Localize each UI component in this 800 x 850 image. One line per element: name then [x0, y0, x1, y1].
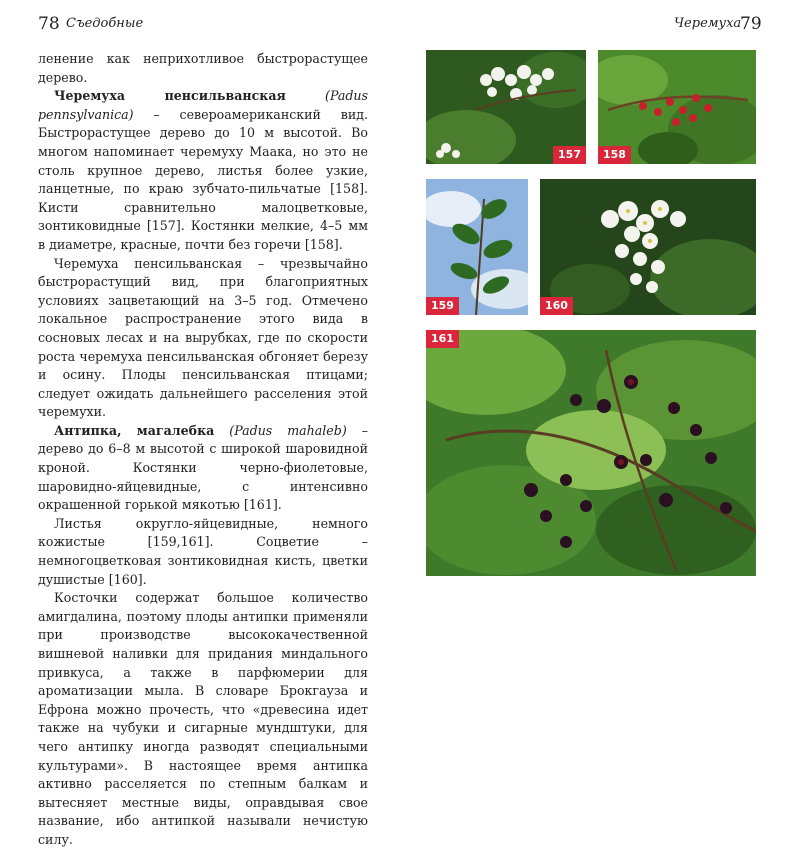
right-page: [400, 0, 800, 612]
leafy-shoot-sky-icon: [426, 179, 528, 315]
paragraph: Листья округло-яйцевидные, немного кожистые [159,161]. Соцветие – немногоцветковая зонтиковидная кисть, цветки душистые [160].: [38, 515, 368, 587]
photo-161: [426, 330, 756, 576]
paragraph: [38, 87, 368, 254]
photo-158: [598, 50, 756, 164]
body-text: [38, 50, 368, 850]
figure-label: 161: [426, 330, 459, 348]
paragraph: [38, 422, 368, 515]
latin-name: (Padus pennsylvanica): [38, 88, 368, 122]
page-number-right: 79: [740, 14, 762, 34]
paragraph-text: – дерево до 6–8 м высотой с широкой шаровидной кроной. Костянки черно-фиолетовые, шаровидно-яйцевидные, с интенсивно окрашенной горькой мякотью [161].: [38, 422, 368, 513]
paragraph: ленение как неприхотливое быстрорастущее дерево.: [38, 51, 368, 85]
photo-160: [540, 179, 756, 315]
running-head-left: Съедобные: [66, 16, 144, 31]
running-head-right: Черемуха: [674, 16, 742, 31]
left-page: [0, 0, 400, 847]
species-name: Черемуха пенсильванская: [54, 88, 286, 104]
figure-label: 157: [553, 146, 586, 164]
photo-157: [426, 50, 586, 164]
dark-cherry-branch-icon: [426, 330, 756, 576]
white-blossom-icon: [540, 179, 756, 315]
page-number-left: 78: [38, 14, 60, 34]
figure-label: 159: [426, 297, 459, 315]
paragraph-text: – североамериканский вид. Быстрорастущее дерево до 10 м высотой. Во многом напоминает черемуху Маака, но это не столь крупное дерево, листья более узкие, ланцетные, по краю зубчато-пильчатые [158]. Кисти сравнительно малоцветковые, зонтиковидные [157]. Костянки мелкие, 4–5 мм в диаметре, красные, почти без горечи [158].: [38, 106, 368, 252]
figure-label: 160: [540, 297, 573, 315]
figure-label: 158: [598, 146, 631, 164]
latin-name: (Padus mahaleb): [229, 422, 347, 438]
paragraph: Косточки содержат большое количество амигдалина, поэтому плоды антипки применяли при производстве высококачественной вишневой наливки для придания миндального привкуса, а также в парфюмерии для ароматизации мыла. В словаре Брокгауза и Ефрона можно прочесть, что «древесина идет также на чубуки и сигарные мундштуки, для чего антипку иногда разводят специальными культурами». В настоящее время антипка активно расселяется по степным балкам и вытесняет местные виды, оправдывая свое название, ибо антипкой называли нечистую силу.: [38, 590, 368, 847]
paragraph: Черемуха пенсильванская – чрезвычайно быстрорастущий вид, при благоприятных условиях зацветающий на 3–5 год. Отмечено локальное распространение этого вида в сосновых лесах и на вырубках, где по скорости роста черемуха пенсильванская обгоняет березу и осину. Плоды пенсильванская птицами; следует ожидать дальнейшего расселения этой черемухи.: [38, 255, 368, 420]
photo-159: [426, 179, 528, 315]
species-name: Антипка, магалебка: [54, 422, 215, 438]
